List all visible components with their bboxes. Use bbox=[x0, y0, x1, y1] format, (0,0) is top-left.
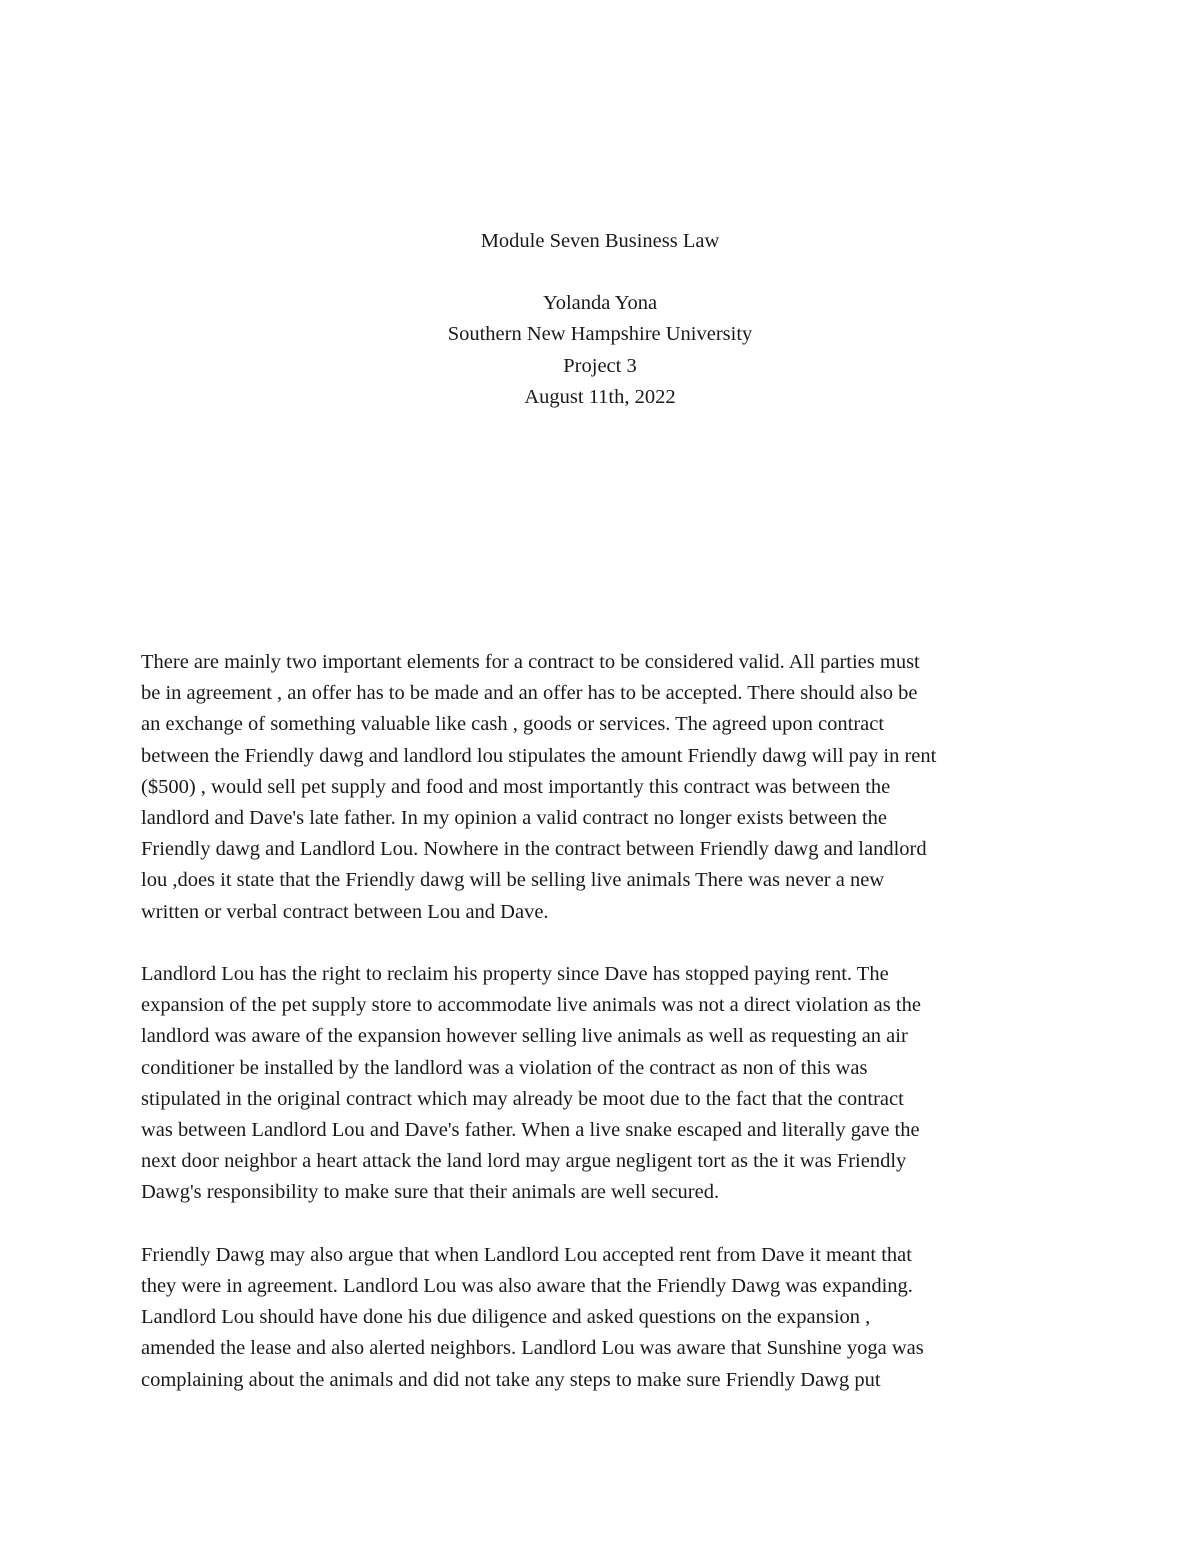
text-line: Landlord Lou should have done his due diligence and asked questions on the expansion , bbox=[141, 1306, 871, 1329]
text-line: written or verbal contract between Lou and Dave. bbox=[141, 900, 549, 923]
text-line: Landlord Lou has the right to reclaim his property since Dave has stopped paying rent. The bbox=[141, 963, 889, 986]
text-line: expansion of the pet supply store to accommodate live animals was not a direct violation as the bbox=[141, 994, 921, 1017]
text-line: conditioner be installed by the landlord was a violation of the contract as non of this was bbox=[141, 1056, 868, 1079]
project-label: Project 3 bbox=[563, 354, 637, 377]
text-line: Friendly Dawg may also argue that when Landlord Lou accepted rent from Dave it meant that bbox=[141, 1243, 912, 1266]
author-name: Yolanda Yona bbox=[542, 292, 658, 315]
text-line: landlord was aware of the expansion however selling live animals as well as requesting an air bbox=[141, 1025, 908, 1048]
text-line: lou ,does it state that the Friendly dawg will be selling live animals There was never a new bbox=[141, 869, 885, 892]
text-line: an exchange of something valuable like cash , goods or services. The agreed upon contract bbox=[141, 713, 885, 736]
paragraph-1 bbox=[141, 647, 1071, 928]
document-date: August 11th, 2022 bbox=[524, 385, 676, 408]
text-line: complaining about the animals and did not take any steps to make sure Friendly Dawg put bbox=[141, 1368, 881, 1391]
title-block bbox=[0, 226, 1200, 413]
paragraph-2 bbox=[141, 959, 1071, 1209]
text-line: be in agreement , an offer has to be made and an offer has to be accepted. There should also be bbox=[141, 682, 918, 705]
text-line: was between Landlord Lou and Dave's father. When a live snake escaped and literally gave the bbox=[141, 1119, 920, 1142]
text-line: There are mainly two important elements for a contract to be considered valid. All parties must bbox=[141, 651, 920, 673]
text-line: next door neighbor a heart attack the land lord may argue negligent tort as the it was Friendly bbox=[141, 1150, 907, 1173]
paragraph-3 bbox=[141, 1240, 1071, 1396]
text-line: stipulated in the original contract which may already be moot due to the fact that the contract bbox=[141, 1087, 904, 1110]
text-line: between the Friendly dawg and landlord lou stipulates the amount Friendly dawg will pay in rent bbox=[141, 744, 937, 767]
text-line: Friendly dawg and Landlord Lou. Nowhere in the contract between Friendly dawg and landlord bbox=[141, 838, 927, 861]
text-line: amended the lease and also alerted neighbors. Landlord Lou was aware that Sunshine yoga was bbox=[141, 1337, 924, 1360]
document-body bbox=[141, 647, 1071, 1427]
text-line: they were in agreement. Landlord Lou was also aware that the Friendly Dawg was expanding. bbox=[141, 1275, 913, 1298]
text-line: Dawg's responsibility to make sure that their animals are well secured. bbox=[141, 1181, 720, 1204]
document-title: Module Seven Business Law bbox=[480, 230, 720, 252]
institution-name: Southern New Hampshire University bbox=[447, 323, 753, 346]
text-line: ($500) , would sell pet supply and food and most importantly this contract was between the bbox=[141, 775, 891, 798]
text-line: landlord and Dave's late father. In my opinion a valid contract no longer exists between the bbox=[141, 807, 888, 830]
